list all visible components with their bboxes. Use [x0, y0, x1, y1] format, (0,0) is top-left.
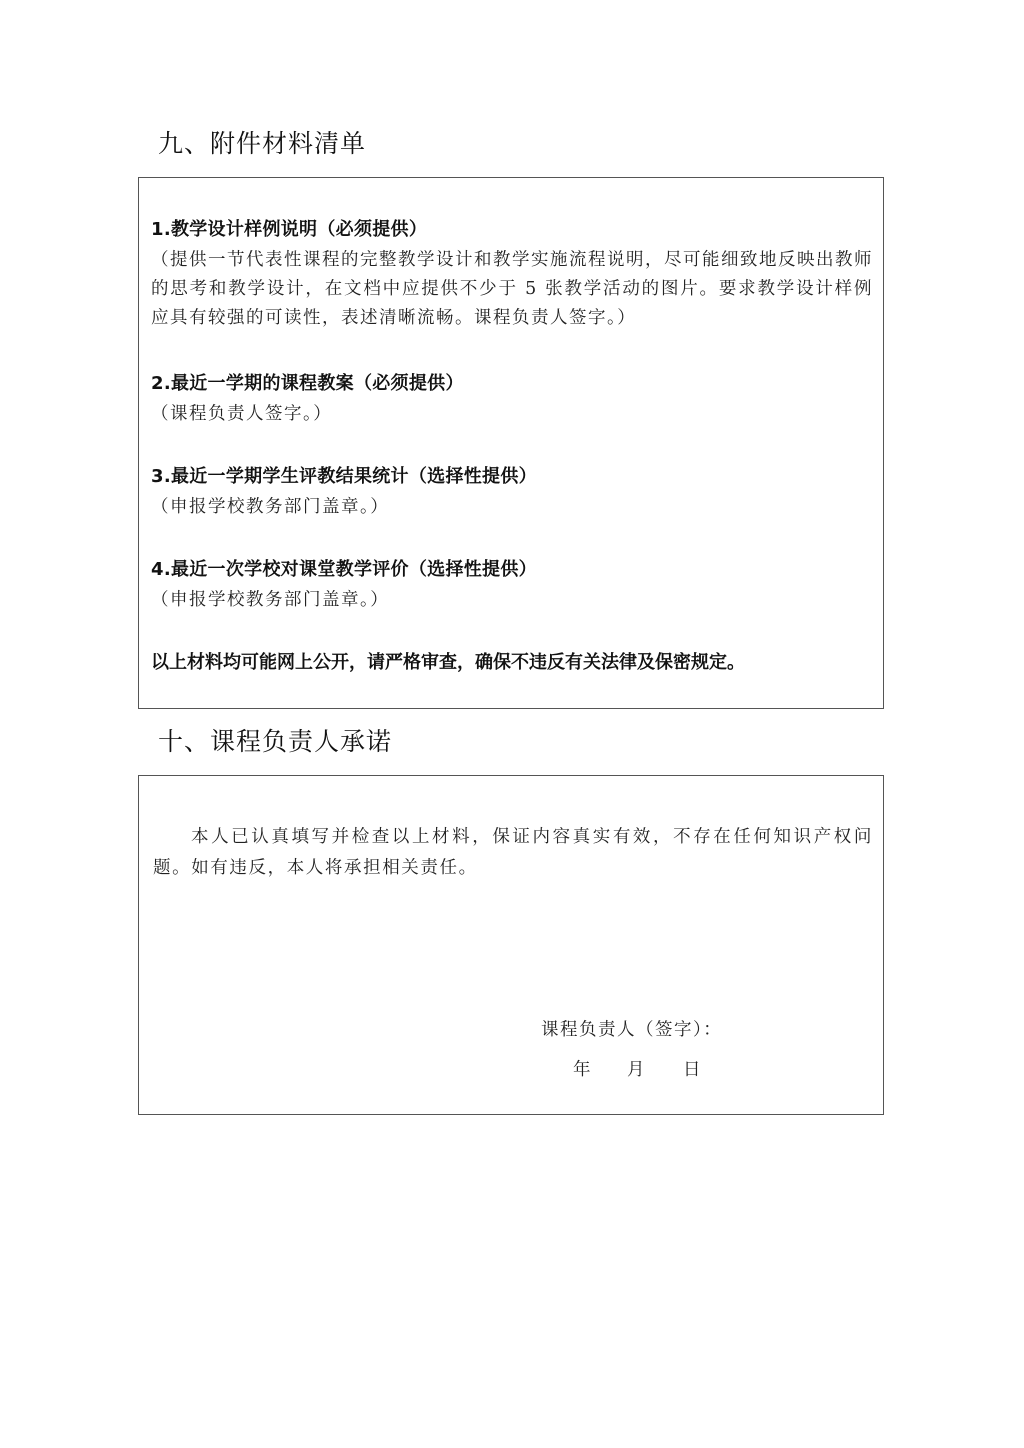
attachment-item-title: 2.最近一学期的课程教案（必须提供） [151, 373, 464, 394]
section-10-heading: 十、课程负责人承诺 [158, 727, 393, 756]
attachment-item-title: 3.最近一学期学生评教结果统计（选择性提供） [151, 466, 537, 487]
attachment-item [151, 556, 873, 615]
date-year-label: 年 [573, 1060, 591, 1080]
section-9-heading: 九、附件材料清单 [158, 129, 367, 158]
attachment-item-description: （提供一节代表性课程的完整教学设计和教学实施流程说明，尽可能细致地反映出教师的思考和教学设计，在文档中应提供不少于 5 张教学活动的图片。要求教学设计样例应具有较强的可读性，表述清晰流畅。课程负责人签字。） [151, 250, 873, 328]
attachment-item-title: 4.最近一次学校对课堂教学评价（选择性提供） [151, 559, 537, 580]
attachment-item-title: 1.教学设计样例说明（必须提供） [151, 219, 428, 240]
attachment-list-box [138, 177, 884, 709]
attachment-item [151, 216, 873, 333]
attachment-item [151, 370, 873, 429]
attachment-item-description: （申报学校教务部门盖章。） [151, 590, 390, 610]
attachment-item [151, 463, 873, 522]
attachment-item-description: （课程负责人签字。） [151, 404, 333, 424]
signature-label: 课程负责人（签字）： [541, 1020, 723, 1040]
commitment-statement: 本人已认真填写并检查以上材料，保证内容真实有效，不存在任何知识产权问题。如有违反，本人将承担相关责任。 [153, 827, 873, 878]
commitment-box [138, 775, 884, 1115]
attachment-item-description: （申报学校教务部门盖章。） [151, 497, 390, 517]
date-month-label: 月 [627, 1060, 645, 1080]
date-day-label: 日 [683, 1060, 701, 1080]
disclosure-notice: 以上材料均可能网上公开，请严格审查，确保不违反有关法律及保密规定。 [151, 652, 745, 673]
